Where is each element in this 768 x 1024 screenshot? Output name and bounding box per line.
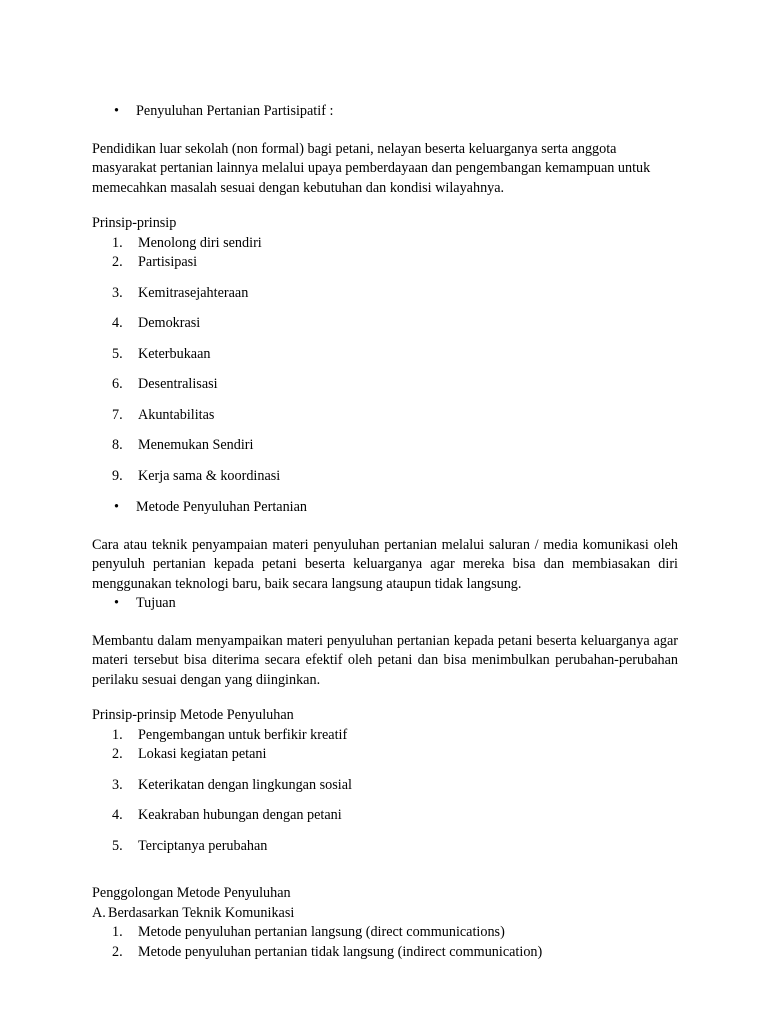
list-item [92, 314, 678, 334]
spacer [92, 198, 678, 214]
list-item-number: 4. [112, 315, 123, 331]
list-item [92, 467, 678, 487]
list-item [92, 726, 678, 746]
subheading-letter: A. [92, 904, 106, 921]
paragraph-metode: Cara atau teknik penyampaian materi penyuluhan pertanian melalui saluran / media komunikasi oleh penyuluh pertanian kepada petani beserta keluarganya agar mereka bisa dan membiasakan diri menggunakan teknologi baru, baik secara langsung ataupun tidak langsung. [92, 536, 678, 592]
list-item [92, 837, 678, 857]
list-item-label: Desentralisasi [138, 376, 218, 392]
bullet-icon: • [114, 103, 119, 119]
list-item-number: 3. [112, 284, 123, 301]
spacer [92, 856, 678, 884]
list-item [92, 406, 678, 426]
list-item-number: 1. [112, 726, 123, 743]
bullet-item-tujuan [92, 594, 678, 614]
spacer [92, 86, 678, 102]
bullet-icon: • [114, 499, 119, 515]
list-item-number: 5. [112, 837, 123, 854]
paragraph-tujuan: Membantu dalam menyampaikan materi penyuluhan pertanian kepada petani beserta keluarganya agar materi tersebut bisa diterima secara efektif oleh petani dan bisa menimbulkan perubahan-perubahan perilaku sesuai dengan yang diinginkan. [92, 632, 678, 688]
bullet-icon: • [114, 595, 119, 611]
bullet-item-label: Metode Penyuluhan Pertanian [136, 499, 307, 515]
spacer [92, 518, 678, 536]
list-item-number: 1. [112, 234, 123, 251]
list-item-label: Menolong diri sendiri [138, 234, 262, 251]
list-item [92, 436, 678, 456]
list-item-label: Pengembangan untuk berfikir kreatif [138, 726, 348, 743]
list-item-label: Kerja sama & koordinasi [138, 467, 281, 484]
list-item-label: Keakraban hubungan dengan petani [138, 807, 342, 823]
list-item-number: 9. [112, 467, 123, 484]
list-item [92, 234, 678, 254]
subheading-label: Berdasarkan Teknik Komunikasi [108, 904, 295, 921]
list-item [92, 375, 678, 395]
list-item [92, 776, 678, 796]
list-item-number: 1. [112, 924, 123, 940]
list-item [92, 284, 678, 304]
list-item-number: 5. [112, 345, 123, 362]
list-item-label: Keterbukaan [138, 345, 211, 362]
spacer [92, 690, 678, 706]
list-item-label: Kemitrasejahteraan [138, 284, 249, 301]
list-item-label: Metode penyuluhan pertanian tidak langsung (indirect communication) [138, 943, 543, 960]
bullet-item-penyuluhan-partisipatif [92, 102, 678, 122]
list-item-number: 3. [112, 776, 123, 793]
list-item [92, 923, 678, 943]
list-item-label: Keterikatan dengan lingkungan sosial [138, 776, 352, 793]
list-item-label: Menemukan Sendiri [138, 437, 254, 453]
bullet-item-metode-penyuluhan-pertanian [92, 498, 678, 518]
list-item-label: Terciptanya perubahan [138, 837, 268, 854]
bullet-item-label: Tujuan [136, 595, 176, 611]
list-item [92, 345, 678, 365]
list-item-label: Akuntabilitas [138, 406, 215, 423]
bullet-item-label: Penyuluhan Pertanian Partisipatif : [136, 103, 334, 119]
spacer [92, 122, 678, 140]
list-item-number: 4. [112, 807, 123, 823]
list-item-number: 2. [112, 746, 123, 762]
list-item-number: 8. [112, 437, 123, 453]
list-item-label: Partisipasi [138, 254, 198, 270]
list-item [92, 806, 678, 826]
document-content [92, 86, 678, 962]
spacer [92, 614, 678, 632]
list-item-number: 7. [112, 406, 123, 423]
list-item-number: 6. [112, 376, 123, 392]
list-item-label: Metode penyuluhan pertanian langsung (direct communications) [138, 924, 505, 940]
spacer [92, 486, 678, 498]
paragraph-definisi: Pendidikan luar sekolah (non formal) bagi petani, nelayan beserta keluarganya serta anggota masyarakat pertanian lainnya melalui upaya pemberdayaan dan pengembangan kemampuan untuk memecahkan masalah sesuai dengan kebutuhan dan kondisi wilayahnya. [92, 140, 651, 196]
heading-penggolongan: Penggolongan Metode Penyuluhan [92, 885, 291, 901]
list-item [92, 943, 678, 963]
list-item-label: Lokasi kegiatan petani [138, 746, 267, 762]
heading-prinsip-metode: Prinsip-prinsip Metode Penyuluhan [92, 707, 294, 723]
list-item [92, 253, 678, 273]
subheading-berdasarkan-teknik-komunikasi [92, 904, 678, 924]
list-item [92, 745, 678, 765]
heading-prinsip: Prinsip-prinsip [92, 215, 177, 231]
list-item-label: Demokrasi [138, 315, 201, 331]
list-item-number: 2. [112, 943, 123, 960]
list-item-number: 2. [112, 254, 123, 270]
